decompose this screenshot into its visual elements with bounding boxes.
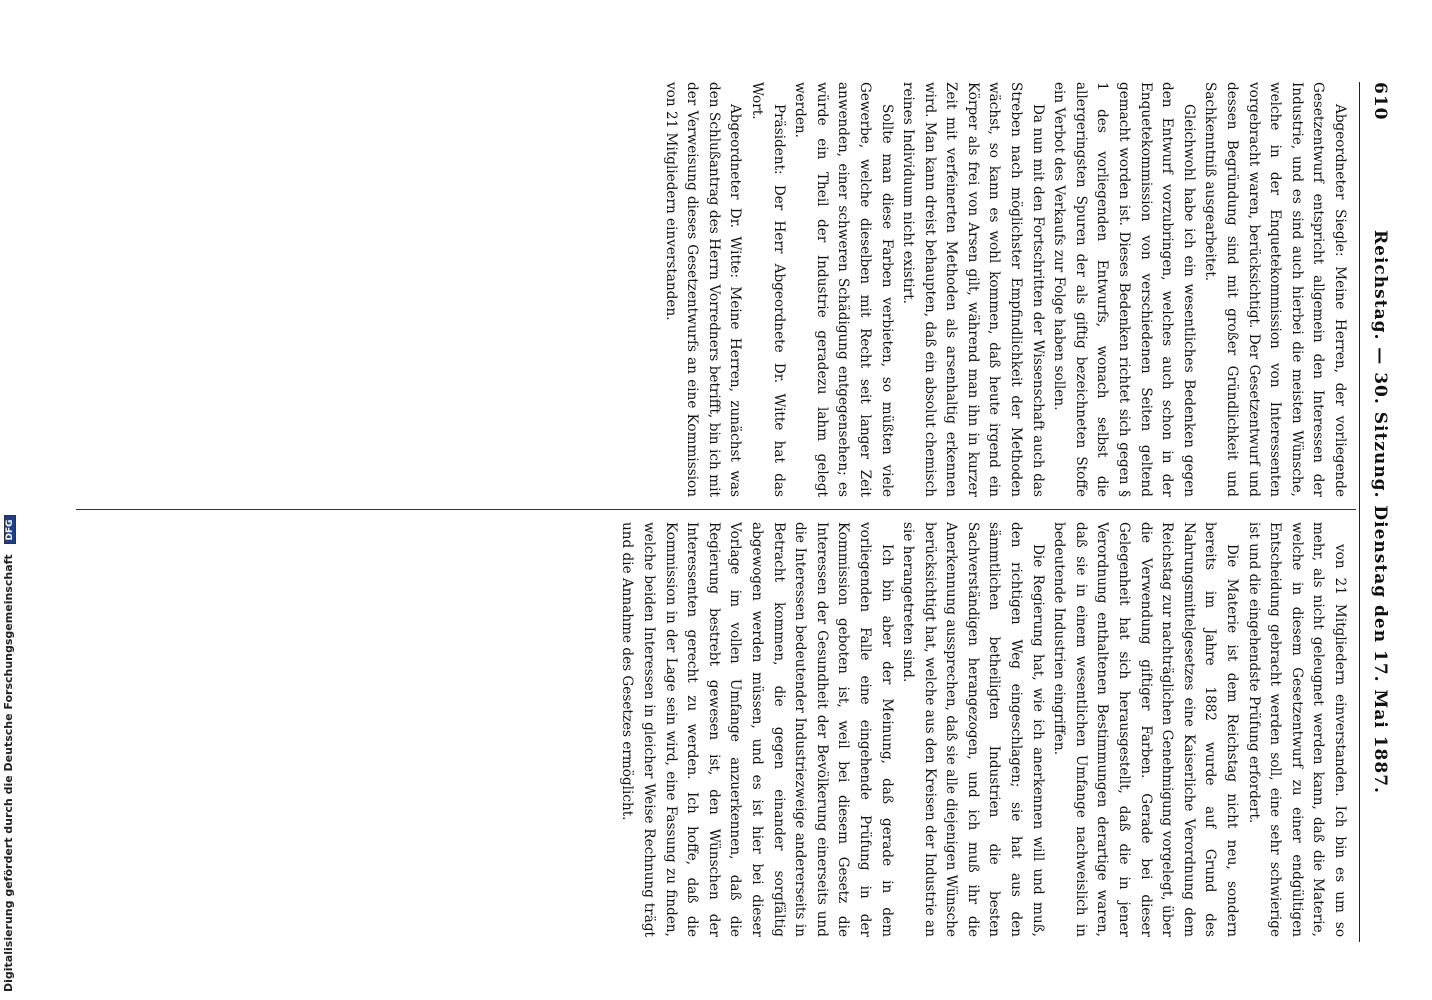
rotated-page-content <box>70 82 1390 942</box>
paragraph: Da nun mit den Fortschritten der Wissenschaft auch das Streben nach möglichster Empfindlichkeit der Methoden wächst, so kann es wohl kommen, daß heute irgend ein Körper als frei von Arsen gilt, während man ihn in kurzer Zeit mit verfeinerten Methoden als arsenhaltig erkennen wird. Man kann dreist behaupten, daß ein absolut chemisch reines Individuum nicht existirt. <box>900 82 1046 497</box>
paragraph: Präsident: Der Herr Abgeordnete Dr. Witte hat das Wort. <box>748 82 787 497</box>
paragraph: Gleichwohl habe ich ein wesentliches Bedenken gegen den Entwurf vorzubringen, welches auch schon in der Enquetekommission von verschiedenen Seiten geltend gemacht worden ist. Dieses Bedenken richtet sich gegen § 1 des vorliegenden Entwurfs, wonach selbst die allergeringsten Spuren der als giftig bezeichneten Stoffe ein Verbot des Verkaufs zur Folge haben sollen. <box>1051 82 1197 497</box>
paragraph: Abgeordneter Dr. Witte: Meine Herren, zunächst was den Schlußantrag des Herrn Vorredners betrifft, bin ich mit der Verweisung dieses Gesetzentwurfs an eine Kommission von 21 Mitgliedern einverstanden. <box>662 82 744 497</box>
dfg-logo: DFG <box>4 515 16 544</box>
right-column <box>80 522 1350 937</box>
page-number: 610 <box>1370 82 1390 121</box>
header-rule <box>1359 82 1360 942</box>
column-divider <box>76 509 1356 510</box>
credit-text: Digitalisierung gefördert durch die Deutsche Forschungsgemeinschaft <box>2 554 15 992</box>
paragraph: Sollte man diese Farben verbieten, so müßten viele Gewerbe, welche dieselben mit Recht seit langer Zeit anwenden, einer schweren Schädigung entgegensehen; es würde ein Theil der Industrie geradezu lahm gelegt werden. <box>792 82 895 497</box>
paragraph: Die Regierung hat, wie ich anerkennen will und muß, den richtigen Weg eingeschlagen; sie hat aus den sämmtlichen betheiligten Industrien die besten Sachverständigen herangezogen, und ich muß ihr die Anerkennung aussprechen, daß sie alle diejenigen Wünsche berücksichtigt hat, welche aus den Kreisen der Industrie an sie herangetreten sind. <box>900 522 1046 937</box>
paragraph: Die Materie ist dem Reichstag nicht neu, sondern bereits im Jahre 1882 wurde auf Grund des Nahrungsmittelgesetzes eine Kaiserliche Verordnung dem Reichstag zur nachträglichen Genehmigung vorgelegt, über die Verwendung giftiger Farben. Gerade bei dieser Gelegenheit hat sich herausgestellt, daß die in jener Verordnung enthaltenen Bestimmungen derartige waren, daß sie in einem wesentlichen Umfange nachweislich in bedeutende Industrien eingriffen. <box>1051 522 1241 937</box>
running-head: Reichstag. — 30. Sitzung. Dienstag den 17. Mai 1887. <box>1370 230 1390 794</box>
paragraph: von 21 Mitgliedern einverstanden. Ich bin es um so mehr, als nicht geleugnet werden kann, daß die Materie, welche in diesem Gesetzentwurf zu einer endgültigen Entscheidung gebracht werden soll, eine sehr schwierige ist und die eingehendste Prüfung erfordert. <box>1245 522 1348 937</box>
paragraph: Ich bin aber der Meinung, daß gerade in dem vorliegenden Falle eine eingehende Prüfung in der Kommission geboten ist, weil bei diesem Gesetz die Interessen der Gesundheit der Bevölkerung einerseits und die Interessen bedeutender Industriezweige andererseits in Betracht kommen, die gegen einander sorgfältig abgewogen werden müssen, und es ist hier bei dieser Vorlage im vollen Umfange anzuerkennen, daß die Regierung bestrebt gewesen ist, den Wünschen der Interessenten gerecht zu werden. Ich hoffe, daß die Kommission in der Lage sein wird, eine Fassung zu finden, welche beiden Interessen in gleicher Weise Rechnung trägt und die Annahme des Gesetzes ermöglicht. <box>619 522 895 937</box>
digitization-credit <box>2 519 22 992</box>
left-column <box>80 82 1350 497</box>
paragraph: Abgeordneter Siegle: Meine Herren, der vorliegende Gesetzentwurf entspricht allgemein den Interessen der Industrie, und es sind auch hierbei die meisten Wünsche, welche in der Enquetekommission von Interessenten vorgebracht waren, berücksichtigt. Der Gesetzentwurf und dessen Begründung sind mit großer Gründlichkeit und Sachkenntniß ausgearbeitet. <box>1202 82 1348 497</box>
page-header <box>1364 82 1390 942</box>
